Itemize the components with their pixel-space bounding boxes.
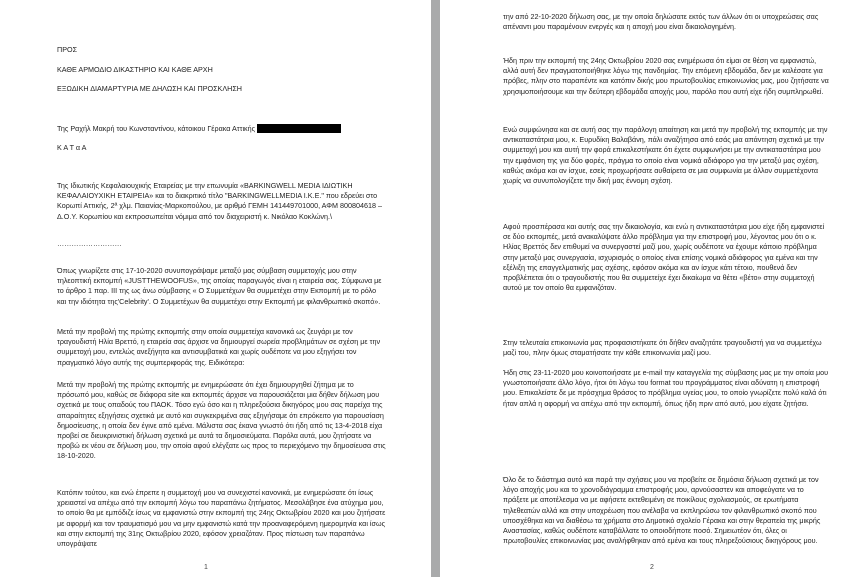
p2-paragraph-4: Αφού προσπέρασα και αυτής σας την δικαιολογία, και ενώ η αντικαταστάτρια μου είχε ήδη εμφανιστεί σε δύο εκπομπές, μετά ανακαλύψατε άλλο πρόβλημα για την επιστροφή μου, λέγοντας μου ότι ο κ. Ηλίας Βρεττός δεν επιθυμεί να συνεργαστεί μαζί μου, χωρίς ουδέποτε να έχουμε κάποιο πρόβλημα στην μεταξύ μας συνεργασία, ισχυρισμός ο οποίος είναι επίσης νομικά αδιάφορος για εμένα και την εξέλιξη της επαγγελματικής μας σχέσης, εφόσον ακόμα και αν ίσχυε κάτι τέτοιο, πουθενά δεν προβλέπεται ότι ο τραγουδιστής που θα συμμετείχε έχει δικαίωμα να θέτει «βέτο» στην συμμετοχή αυτού με τον οποίο θα εμφανιζόταν.: [503, 222, 825, 293]
document-page-2: [440, 0, 860, 577]
company-paragraph: Της Ιδιωτικής Κεφαλαιουχικής Εταιρείας με την επωνυμία «BARKINGWELL MEDIA ΙΔΙΩΤΙΚΗ ΚΕΦΑΛΑΙΟΥΧΙΚΗ ΕΤΑΙΡΕΙΑ» και το διακριτικό τίτλο "BARKINGWELLMEDIA Ι.Κ.Ε." που εδρεύει στο Κορωπί Αττικής, 2ª χλμ. Παιανίας-Μαρκοπούλου, με αριθμό ΓΕΜΗ 141449701000, ΑΦΜ 800804618 – Δ.Ο.Υ. Κορωπίου και εκπροσωπείται νόμιμα από τον διαχειριστή κ. Νικόλαο Κοκλώνη.\: [57, 181, 382, 221]
p2-paragraph-6: Ήδη στις 23-11-2020 μου κοινοποιήσατε με e-mail την καταγγελία της σύμβασης μας με την οποία μου γνωστοποιήσατε άλλο λόγο, ήτοι ότι λόγω του format του προγράμματος είναι αδύνατη η επιστροφή μου. Επικαλείστε δε με πρόσχημα θράσος το πρόβλημα υγείας μου, το οποίο γνωρίζετε πολύ καλά ότι ήταν απλά η αφορμή να απέχω από την εκπομπή, όπως ήδη πριν από αυτό, μου είχατε ζητήσει.: [503, 368, 829, 408]
page-gap: [431, 0, 440, 577]
dots-separator: ………………………: [57, 239, 122, 248]
paragraph-4: Κατόπιν τούτου, και ενώ έπρεπε η συμμετοχή μου να συνεχιστεί κανονικά, με ενημερώσατε ότι ίσως χρειαστεί να απέχω από την εκπομπή λόγω του παραπάνω ζητήματος. Μεσολάβησε ένα ατύχημα μου, το οποίο θα με εμπόδιζε ίσως να εμφανιστώ στην εκπομπή της 24ης Οκτωβρίου 2020 και μου ζητήσατε με αφορμή και τον τραυματισμό μου να μην εμφανιστώ κατά την προαναφερόμενη ημερομηνία και ίσως και στην εκπομπή της 31ης Οκτωβρίου 2020, εφόσον χρειαζόταν. Προς πίστωση των παραπάνω υπογράψατε: [57, 488, 386, 549]
p2-paragraph-7: Όλο δε το διάστημα αυτό και παρά την σχήσεις μου να προβείτε σε δημόσια δήλωση σχετικά με τον λόγο αποχής μου και το χρονοδιάγραμμα επιστροφής μου, αρνούσαστεν και αποφεύγατε να το πράξετε με αποτέλεσμα να με αφήσετε εκτεθειμένη σε ποικίλους σχολιασμούς, σε ερωτήματα τηλεθεατών αλλά και στην υποχρέωση που ανέλαβα να εκπληρώσω τον φιλανθρωπικό σκοπό που υποσχέθηκα και να διαθέσω τα χρήματα στο Δημοτικό σχολείο Γέρακα και στην θεραπεία της μικρής Αναστασίας, καθώς ουδέποτε καταβάλλατε το οποιοδήποτε ποσό. Σημειωτέον ότι, όλες οι πρωτοβουλίες επικοινωνίας μας αναλήφθηκαν από εμένα και τους πληρεξούσιους δικηγόρους μου.: [503, 475, 821, 546]
paragraph-2: Μετά την προβολή της πρώτης εκπομπής στην οποία συμμετείχα κανονικά ως ζευγάρι με τον τραγουδιστή Ηλία Βρεττό, η εταιρεία σας άρχισε να δημιουργεί σωρεία προβλημάτων σε σχέση με την συμμετοχή μου, εντελώς ανεξήγητα και αντισυμβατικά και χωρίς ουδέποτε να μου εξηγήσει τον πραγματικό λόγο αυτής της συμπεριφοράς της. Ειδικότερα:: [57, 327, 381, 367]
p2-paragraph-1: την από 22-10-2020 δήλωση σας, με την οποία δηλώσατε εκτός των άλλων ότι οι υποχρεώσεις σας απέναντι μου παραμένουν ενεργές και η αποχή μου είναι δικαιολογημένη.: [503, 12, 819, 32]
sender-line: [57, 124, 417, 134]
paragraph-1: Όπως γνωρίζετε στις 17-10-2020 συνυπογράψαμε μεταξύ μας σύμβαση συμμετοχής μου στην τηλεοπτική εκπομπή «JUSTTHEWOOFUS», της οποίας παραγωγός είναι η εταιρεία σας. Σύμφωνα με το άρθρο 1 παρ. ΙΙΙ της ως άνω σύμβασης « Ο Συμμετέχων θα συμμετέχει στην Εκπομπή με το ρόλο και την ιδιότητα της'Celebrity'. Ο Συμμετέχων θα συμμετέχει στην Εκπομπή με φιλανθρωπικό σκοπό».: [57, 266, 382, 306]
p2-paragraph-3: Ενώ συμφώνησα και σε αυτή σας την παράλογη απαίτηση και μετά την προβολή της εκπομπής με την αντικαταστάτρια μου, κ. Ευρυδίκη Βαλαβάνη, πάλι αναζήτησα από εσάς μια απάντηση σχετικά με την συμμετοχή μου και αυτή την φορά επικαλεστήκατε ότι έχετε συμφωνήσει με την αντικαταστάτρια μου την εμφάνιση της για δύο φορές, πράγμα το οποίο είναι νομικά αδιάφορο για την μεταξύ μας σχέση, καθώς ακόμα και αν ίσχυε, εσείς προχωρήσατε αυθαίρετα σε μια συμφωνία με άλλον συμμετέχοντα χωρίς να συνυπολογίζετε την δική μας έννομη σχέση.: [503, 125, 828, 186]
p2-paragraph-2: Ήδη πριν την εκπομπή της 24ης Οκτωβρίου 2020 σας ενημέρωσα ότι είμαι σε θέση να εμφανιστώ, αλλά αυτή δεν πραγματοποιήθηκε λόγω της πανδημίας. Την επόμενη εβδομάδα, δεν με καλέσατε για πρόβες, πλην στο παραπέντε και κατόπιν δικής μου πρωτοβουλίας επικοινωνίας μας, μου ζητήσατε να χρησιμοποιήσουμε και την δεύτερη εβδομάδα αποχής μου, παρόλο που αυτή είχε ήδη συμπληρωθεί.: [503, 56, 829, 96]
p2-paragraph-5: Στην τελευταία επικοινωνία μας προφασιστήκατε ότι δήθεν αναζητάτε τραγουδιστή για να συμμετέχω μαζί του, πλην όμως σταματήσατε την κάθε επικοινωνία μαζί μου.: [503, 338, 822, 358]
page-number-1: 1: [204, 564, 208, 571]
page-number-2: 2: [650, 564, 654, 571]
header-line-2: ΚΑΘΕ ΑΡΜΟΔΙΟ ΔΙΚΑΣΤΗΡΙΟ ΚΑΙ ΚΑΘΕ ΑΡΧΗ: [57, 65, 213, 74]
kata-heading: Κ Α Τ α Α: [57, 143, 87, 152]
sender-text: Της Ραχήλ Μακρή του Κωνσταντίνου, κάτοικου Γέρακα Αττικής: [57, 124, 256, 133]
redaction-box: [257, 124, 341, 133]
header-line-1: ΠΡΟΣ: [57, 45, 78, 54]
header-line-3: ΕΞΩΔΙΚΗ ΔΙΑΜΑΡΤΥΡΙΑ ΜΕ ΔΗΛΩΣΗ ΚΑΙ ΠΡΟΣΚΛΗΣΗ: [57, 84, 242, 93]
paragraph-3: Μετά την προβολή της πρώτης εκπομπής με ενημερώσατε ότι έχει δημιουργηθεί ζήτημα με το πρόσωπό μου, καθώς σε διάφορα site και εκπομπές άρχισε να παρουσιάζεται μια δήθεν δήλωση μου σχετικά με τους οπαδούς του ΠΑΟΚ. Τόσο εγώ όσο και η πληρεξούσια δικηγόρος μου σας παρείχα της απαραίτητες εξηγήσεις σχετικά με αυτό και συγκεκριμένα σας εξηγήσαμε ότι επρόκειτο για παρουσίαση δημοσίευσης, η οποία δεν έγινε από εμένα. Μάλιστα σας έκανα γνωστό ότι ήδη από τις 13-4-2018 είχα προβεί σε διευκρινιστική δήλωση σχετικά με αυτά τα δημοσιεύματα. Παρόλα αυτά, μου ζητήσατε να προβώ εκ νέου σε δήλωση μου, την οποία αφού ελέγξατε ως προς το περιεχόμενο την δημοσίευσα στις 18-10-2020.: [57, 380, 386, 461]
